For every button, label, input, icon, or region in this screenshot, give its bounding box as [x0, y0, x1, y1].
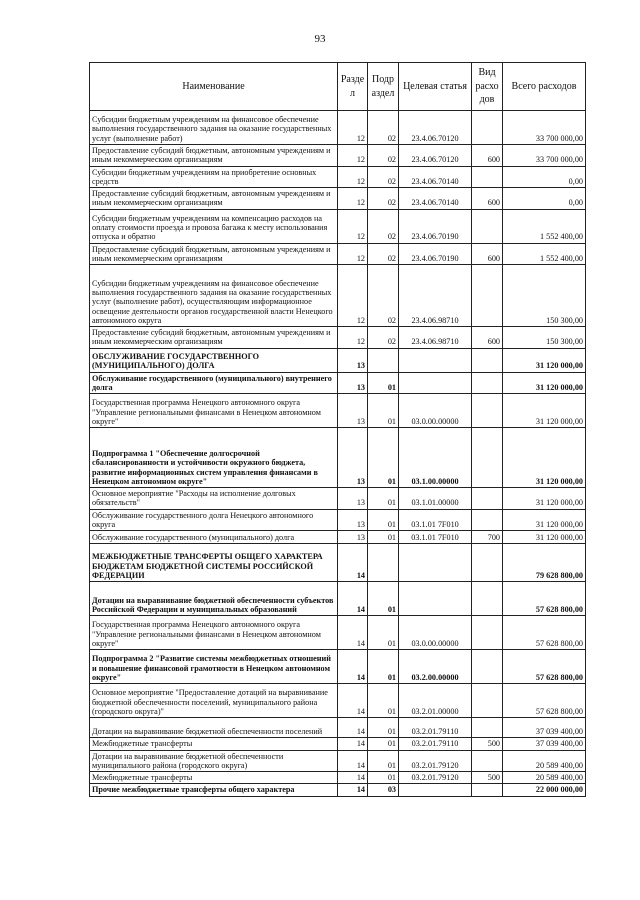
row-section: 12: [338, 243, 368, 265]
row-expense-type: 500: [472, 772, 503, 784]
table-row: [90, 750, 586, 772]
row-section: 13: [338, 509, 368, 531]
table-row: [90, 428, 586, 488]
row-name: Подпрограмма 1 "Обеспечение долгосрочной сбалансированности и устойчивости окружного бюджета, развитие информационных систем управления финансами в Ненецком автономном округе": [90, 428, 338, 488]
row-name: Прочие межбюджетные трансферты общего характера: [90, 784, 338, 796]
table-row: [90, 348, 586, 372]
row-target: 23.4.06.98710: [399, 327, 472, 349]
row-expense-type: 600: [472, 145, 503, 167]
row-expense-type: [472, 582, 503, 616]
row-expense-type: [472, 544, 503, 582]
row-target: 03.2.01.00000: [399, 684, 472, 718]
row-total: 57 628 800,00: [503, 582, 586, 616]
row-section: 13: [338, 488, 368, 510]
row-section: 14: [338, 544, 368, 582]
row-expense-type: [472, 372, 503, 394]
row-name: Дотации на выравнивание бюджетной обеспеченности субъектов Российской Федерации и муниципальных образований: [90, 582, 338, 616]
row-subsection: 01: [368, 488, 399, 510]
row-target: 03.2.01.79110: [399, 718, 472, 738]
row-subsection: 01: [368, 428, 399, 488]
row-target: [399, 544, 472, 582]
table-row: [90, 718, 586, 738]
header-subsection: Подр аздел: [368, 63, 399, 111]
row-total: 37 039 400,00: [503, 718, 586, 738]
row-expense-type: [472, 166, 503, 188]
row-total: 37 039 400,00: [503, 738, 586, 750]
row-total: 31 120 000,00: [503, 531, 586, 544]
row-section: 12: [338, 188, 368, 210]
row-target: 03.1.01 7F010: [399, 509, 472, 531]
row-subsection: 01: [368, 738, 399, 750]
row-subsection: 01: [368, 772, 399, 784]
row-expense-type: 600: [472, 243, 503, 265]
row-expense-type: [472, 428, 503, 488]
row-total: 57 628 800,00: [503, 616, 586, 650]
row-total: 57 628 800,00: [503, 684, 586, 718]
row-section: 12: [338, 145, 368, 167]
row-name: Межбюджетные трансферты: [90, 738, 338, 750]
row-expense-type: 600: [472, 327, 503, 349]
row-target: [399, 372, 472, 394]
row-expense-type: 500: [472, 738, 503, 750]
row-name: Дотации на выравнивание бюджетной обеспеченности муниципального района (городского округа): [90, 750, 338, 772]
row-total: 22 000 000,00: [503, 784, 586, 796]
row-target: 03.0.00.00000: [399, 616, 472, 650]
row-section: 12: [338, 327, 368, 349]
row-expense-type: [472, 684, 503, 718]
row-subsection: 01: [368, 582, 399, 616]
row-total: 1 552 400,00: [503, 243, 586, 265]
row-name: Предоставление субсидий бюджетным, автономным учреждениям и иным некоммерческим организациям: [90, 145, 338, 167]
row-section: 14: [338, 650, 368, 684]
row-name: Государственная программа Ненецкого автономного округа "Управление региональными финансами в Ненецком автономном округе": [90, 616, 338, 650]
header-target: Целевая статья: [399, 63, 472, 111]
row-expense-type: 700: [472, 531, 503, 544]
row-total: 33 700 000,00: [503, 111, 586, 145]
row-name: Основное мероприятие "Расходы на исполнение долговых обязательств": [90, 488, 338, 510]
row-target: 03.1.01.00000: [399, 488, 472, 510]
row-section: 13: [338, 531, 368, 544]
row-expense-type: [472, 265, 503, 327]
row-target: [399, 784, 472, 796]
row-subsection: [368, 348, 399, 372]
header-name: Наименование: [90, 63, 338, 111]
row-total: 31 120 000,00: [503, 488, 586, 510]
row-section: 13: [338, 348, 368, 372]
row-subsection: 01: [368, 372, 399, 394]
table-row: [90, 394, 586, 428]
row-expense-type: [472, 718, 503, 738]
row-target: 23.4.06.70120: [399, 111, 472, 145]
table-body: [90, 111, 586, 797]
row-subsection: 02: [368, 327, 399, 349]
row-expense-type: [472, 750, 503, 772]
row-total: 79 628 800,00: [503, 544, 586, 582]
row-section: 14: [338, 616, 368, 650]
row-name: ОБСЛУЖИВАНИЕ ГОСУДАРСТВЕННОГО (МУНИЦИПАЛЬНОГО) ДОЛГА: [90, 348, 338, 372]
row-total: 57 628 800,00: [503, 650, 586, 684]
row-total: 150 300,00: [503, 327, 586, 349]
table-row: [90, 265, 586, 327]
row-name: Субсидии бюджетным учреждениям на компенсацию расходов на оплату стоимости проезда и провоза багажа к месту использования отпуска и обратно: [90, 209, 338, 243]
row-section: 14: [338, 772, 368, 784]
table-row: [90, 145, 586, 167]
row-subsection: 02: [368, 145, 399, 167]
row-total: 1 552 400,00: [503, 209, 586, 243]
row-total: 33 700 000,00: [503, 145, 586, 167]
header-expense-type: Вид расхо дов: [472, 63, 503, 111]
row-expense-type: [472, 509, 503, 531]
row-name: Подпрограмма 2 "Развитие системы межбюджетных отношений и повышение финансовой грамотности в Ненецком автономном округе": [90, 650, 338, 684]
table-row: [90, 650, 586, 684]
row-total: 31 120 000,00: [503, 348, 586, 372]
header-total: Всего расходов: [503, 63, 586, 111]
row-subsection: [368, 544, 399, 582]
table-row: [90, 166, 586, 188]
row-name: Субсидии бюджетным учреждениям на приобретение основных средств: [90, 166, 338, 188]
row-target: 03.0.00.00000: [399, 394, 472, 428]
row-section: 14: [338, 738, 368, 750]
row-target: 23.4.06.98710: [399, 265, 472, 327]
row-total: 31 120 000,00: [503, 509, 586, 531]
row-subsection: 01: [368, 509, 399, 531]
row-subsection: 01: [368, 616, 399, 650]
row-section: 14: [338, 784, 368, 796]
row-total: 31 120 000,00: [503, 372, 586, 394]
row-total: 20 589 400,00: [503, 772, 586, 784]
row-target: 03.2.01.79120: [399, 772, 472, 784]
row-section: 14: [338, 718, 368, 738]
row-section: 12: [338, 265, 368, 327]
row-section: 14: [338, 582, 368, 616]
table-row: [90, 243, 586, 265]
row-subsection: 02: [368, 188, 399, 210]
row-target: 03.1.01 7F010: [399, 531, 472, 544]
table-row: [90, 372, 586, 394]
row-total: 20 589 400,00: [503, 750, 586, 772]
row-section: 12: [338, 209, 368, 243]
row-subsection: 01: [368, 684, 399, 718]
row-target: 23.4.06.70190: [399, 243, 472, 265]
row-subsection: 02: [368, 166, 399, 188]
row-expense-type: 600: [472, 188, 503, 210]
row-name: Предоставление субсидий бюджетным, автономным учреждениям и иным некоммерческим организациям: [90, 327, 338, 349]
row-target: 03.1.00.00000: [399, 428, 472, 488]
row-target: 23.4.06.70190: [399, 209, 472, 243]
table-row: [90, 616, 586, 650]
row-section: 14: [338, 750, 368, 772]
row-expense-type: [472, 348, 503, 372]
row-subsection: 01: [368, 394, 399, 428]
table-row: [90, 784, 586, 796]
row-name: Государственная программа Ненецкого автономного округа "Управление региональными финансами в Ненецком автономном округе": [90, 394, 338, 428]
row-expense-type: [472, 209, 503, 243]
row-total: 31 120 000,00: [503, 428, 586, 488]
row-name: Обслуживание государственного (муниципального) внутреннего долга: [90, 372, 338, 394]
row-target: 03.2.01.79120: [399, 750, 472, 772]
row-subsection: 03: [368, 784, 399, 796]
row-subsection: 01: [368, 531, 399, 544]
row-name: Предоставление субсидий бюджетным, автономным учреждениям и иным некоммерческим организациям: [90, 243, 338, 265]
table-row: [90, 738, 586, 750]
row-target: 23.4.06.70140: [399, 188, 472, 210]
table-row: [90, 209, 586, 243]
row-subsection: 01: [368, 718, 399, 738]
row-target: 23.4.06.70120: [399, 145, 472, 167]
row-total: 150 300,00: [503, 265, 586, 327]
row-total: 0,00: [503, 166, 586, 188]
row-name: МЕЖБЮДЖЕТНЫЕ ТРАНСФЕРТЫ ОБЩЕГО ХАРАКТЕРА БЮДЖЕТАМ БЮДЖЕТНОЙ СИСТЕМЫ РОССИЙСКОЙ ФЕДЕРАЦИИ: [90, 544, 338, 582]
row-expense-type: [472, 650, 503, 684]
table-row: [90, 111, 586, 145]
row-subsection: 02: [368, 209, 399, 243]
row-name: Дотации на выравнивание бюджетной обеспеченности поселений: [90, 718, 338, 738]
row-name: Субсидии бюджетным учреждениям на финансовое обеспечение выполнения государственного задания на оказание государственных услуг (выполнение работ): [90, 111, 338, 145]
row-section: 12: [338, 111, 368, 145]
header-section: Разде л: [338, 63, 368, 111]
row-total: 0,00: [503, 188, 586, 210]
table-row: [90, 188, 586, 210]
row-name: Основное мероприятие "Предоставление дотаций на выравнивание бюджетной обеспеченности поселений, муниципального района (городского округа)": [90, 684, 338, 718]
row-expense-type: [472, 394, 503, 428]
row-section: 13: [338, 372, 368, 394]
row-name: Межбюджетные трансферты: [90, 772, 338, 784]
budget-table: [89, 62, 586, 797]
row-section: 13: [338, 394, 368, 428]
table-row: [90, 327, 586, 349]
row-subsection: 02: [368, 265, 399, 327]
row-section: 14: [338, 684, 368, 718]
table-row: [90, 544, 586, 582]
row-subsection: 01: [368, 750, 399, 772]
table-row: [90, 531, 586, 544]
row-expense-type: [472, 488, 503, 510]
table-row: [90, 509, 586, 531]
table-row: [90, 772, 586, 784]
row-subsection: 02: [368, 243, 399, 265]
table-row: [90, 488, 586, 510]
row-name: Предоставление субсидий бюджетным, автономным учреждениям и иным некоммерческим организациям: [90, 188, 338, 210]
table-header-row: [90, 63, 586, 111]
table-row: [90, 684, 586, 718]
row-subsection: 01: [368, 650, 399, 684]
row-target: [399, 582, 472, 616]
row-subsection: 02: [368, 111, 399, 145]
row-target: [399, 348, 472, 372]
row-total: 31 120 000,00: [503, 394, 586, 428]
table-row: [90, 582, 586, 616]
row-target: 23.4.06.70140: [399, 166, 472, 188]
row-target: 03.2.01.79110: [399, 738, 472, 750]
row-section: 13: [338, 428, 368, 488]
row-name: Субсидии бюджетным учреждениям на финансовое обеспечение выполнения государственного задания на оказание государственных услуг (выполнение работ), осуществляющим информационное освещение деятельности органов государственной власти Ненецкого автономного округа: [90, 265, 338, 327]
row-expense-type: [472, 616, 503, 650]
row-target: 03.2.00.00000: [399, 650, 472, 684]
row-expense-type: [472, 111, 503, 145]
row-section: 12: [338, 166, 368, 188]
page-number: 93: [314, 33, 326, 45]
row-expense-type: [472, 784, 503, 796]
row-name: Обслуживание государственного (муниципального) долга: [90, 531, 338, 544]
row-name: Обслуживание государственного долга Ненецкого автономного округа: [90, 509, 338, 531]
